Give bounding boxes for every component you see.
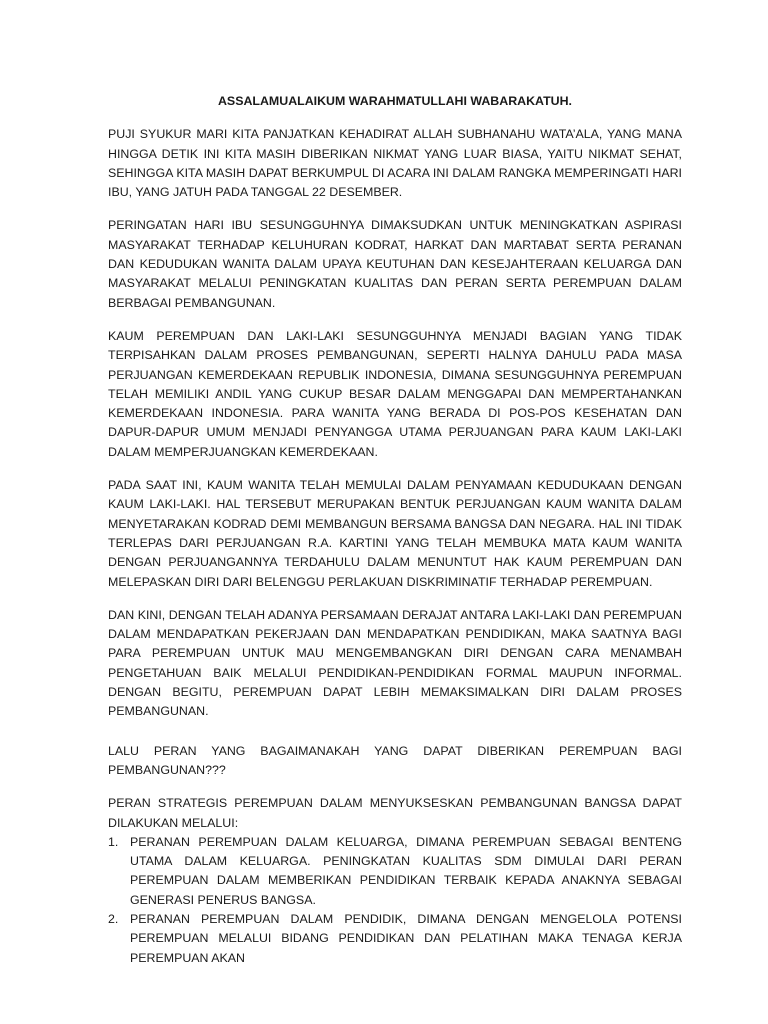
- list-item-number: 1.: [108, 834, 119, 849]
- document-page: [108, 92, 682, 968]
- paragraph-women-in-struggle: KAUM PEREMPUAN DAN LAKI-LAKI SESUNGGUHNYA MENJADI BAGIAN YANG TIDAK TERPISAHKAN DALAM PROSES PEMBANGUNAN, SEPERTI HALNYA DAHULU PADA MASA PERJUANGAN KEMERDEKAAN REPUBLIK INDONESIA, DIMANA SESUNGGUHNYA PEREMPUAN TELAH MEMILIKI ANDIL YANG CUKUP BESAR DALAM MENGGAPAI DAN MEMPERTAHANKAN KEMERDEKAAN INDONESIA. PARA WANITA YANG BERADA DI POS-POS KESEHATAN DAN DAPUR-DAPUR UMUM MENJADI PENYANGGA UTAMA PERJUANGAN PARA KAUM LAKI-LAKI DALAM MEMPERJUANGKAN KEMERDEKAAN.: [108, 328, 682, 459]
- list-item-text: PERANAN PEREMPUAN DALAM KELUARGA, DIMANA PEREMPUAN SEBAGAI BENTENG UTAMA DALAM KELUARGA. PENINGKATAN KUALITAS SDM DIMULAI DARI PERAN PEREMPUAN DALAM MEMBERIKAN PENDIDIKAN TERBAIK KEPADA ANAKNYA SEBAGAI GENERASI PENERUS BANGSA.: [130, 834, 682, 907]
- list-item-text: PERANAN PEREMPUAN DALAM PENDIDIK, DIMANA DENGAN MENGELOLA POTENSI PEREMPUAN MELALUI BIDANG PENDIDIKAN DAN PELATIHAN MAKA TENAGA KERJA PEREMPUAN AKAN: [130, 911, 682, 965]
- list-item: [108, 910, 682, 968]
- greeting-title: ASSALAMUALAIKUM WARAHMATULLAHI WABARAKATUH.: [217, 94, 572, 108]
- list-item: [108, 833, 682, 910]
- paragraph-women-today: PADA SAAT INI, KAUM WANITA TELAH MEMULAI DALAM PENYAMAAN KEDUDUKAAN DENGAN KAUM LAKI-LAKI. HAL TERSEBUT MERUPAKAN BENTUK PERJUANGAN KAUM WANITA DALAM MENYETARAKAN KODRAD DEMI MEMBANGUN BERSAMA BANGSA DAN NEGARA. HAL INI TIDAK TERLEPAS DARI PERJUANGAN R.A. KARTINI YANG TELAH MEMBUKA MATA KAUM WANITA DENGAN PERJUANGANNYA TERDAHULU DALAM MENUNTUT HAK KAUM PEREMPUAN DAN MELEPASKAN DIRI DARI BELENGGU PERLAKUAN DISKRIMINATIF TERHADAP PEREMPUAN.: [108, 478, 682, 589]
- paragraph-equality-now: DAN KINI, DENGAN TELAH ADANYA PERSAMAAN DERAJAT ANTARA LAKI-LAKI DAN PEREMPUAN DALAM MENDAPATKAN PEKERJAAN DAN MENDAPATKAN PENDIDIKAN, MAKA SAATNYA BAGI PARA PEREMPUAN UNTUK MAU MENGEMBANGKAN DIRI DENGAN CARA MENAMBAH PENGETAHUAN BAIK MELALUI PENDIDIKAN-PENDIDIKAN FORMAL MAUPUN INFORMAL. DENGAN BEGITU, PEREMPUAN DAPAT LEBIH MEMAKSIMALKAN DIRI DALAM PROSES PEMBANGUNAN.: [108, 607, 682, 719]
- strategic-roles-list: [108, 833, 682, 968]
- paragraph-strategic-roles-intro: PERAN STRATEGIS PEREMPUAN DALAM MENYUKSESKAN PEMBANGUNAN BANGSA DAPAT DILAKUKAN MELALUI:: [108, 796, 682, 830]
- paragraph-mothers-day-purpose: PERINGATAN HARI IBU SESUNGGUHNYA DIMAKSUDKAN UNTUK MENINGKATKAN ASPIRASI MASYARAKAT TERHADAP KELUHURAN KODRAT, HARKAT DAN MARTABAT SERTA PERANAN DAN KEDUDUKAN WANITA DALAM UPAYA KEUTUHAN DAN KESEJAHTERAAN KELUARGA DAN MASYARAKAT MELALUI PENINGKATAN KUALITAS DAN PERAN SERTA PEREMPUAN DALAM BERBAGAI PEMBANGUNAN.: [108, 218, 682, 310]
- list-item-number: 2.: [108, 911, 119, 926]
- paragraph-opening-gratitude: PUJI SYUKUR MARI KITA PANJATKAN KEHADIRAT ALLAH SUBHANAHU WATA’ALA, YANG MANA HINGGA DETIK INI KITA MASIH DIBERIKAN NIKMAT YANG LUAR BIASA, YAITU NIKMAT SEHAT, SEHINGGA KITA MASIH DAPAT BERKUMPUL DI ACARA INI DALAM RANGKA MEMPERINGATI HARI IBU, YANG JATUH PADA TANGGAL 22 DESEMBER.: [108, 127, 682, 200]
- paragraph-question: LALU PERAN YANG BAGAIMANAKAH YANG DAPAT DIBERIKAN PEREMPUAN BAGI PEMBANGUNAN???: [108, 743, 682, 777]
